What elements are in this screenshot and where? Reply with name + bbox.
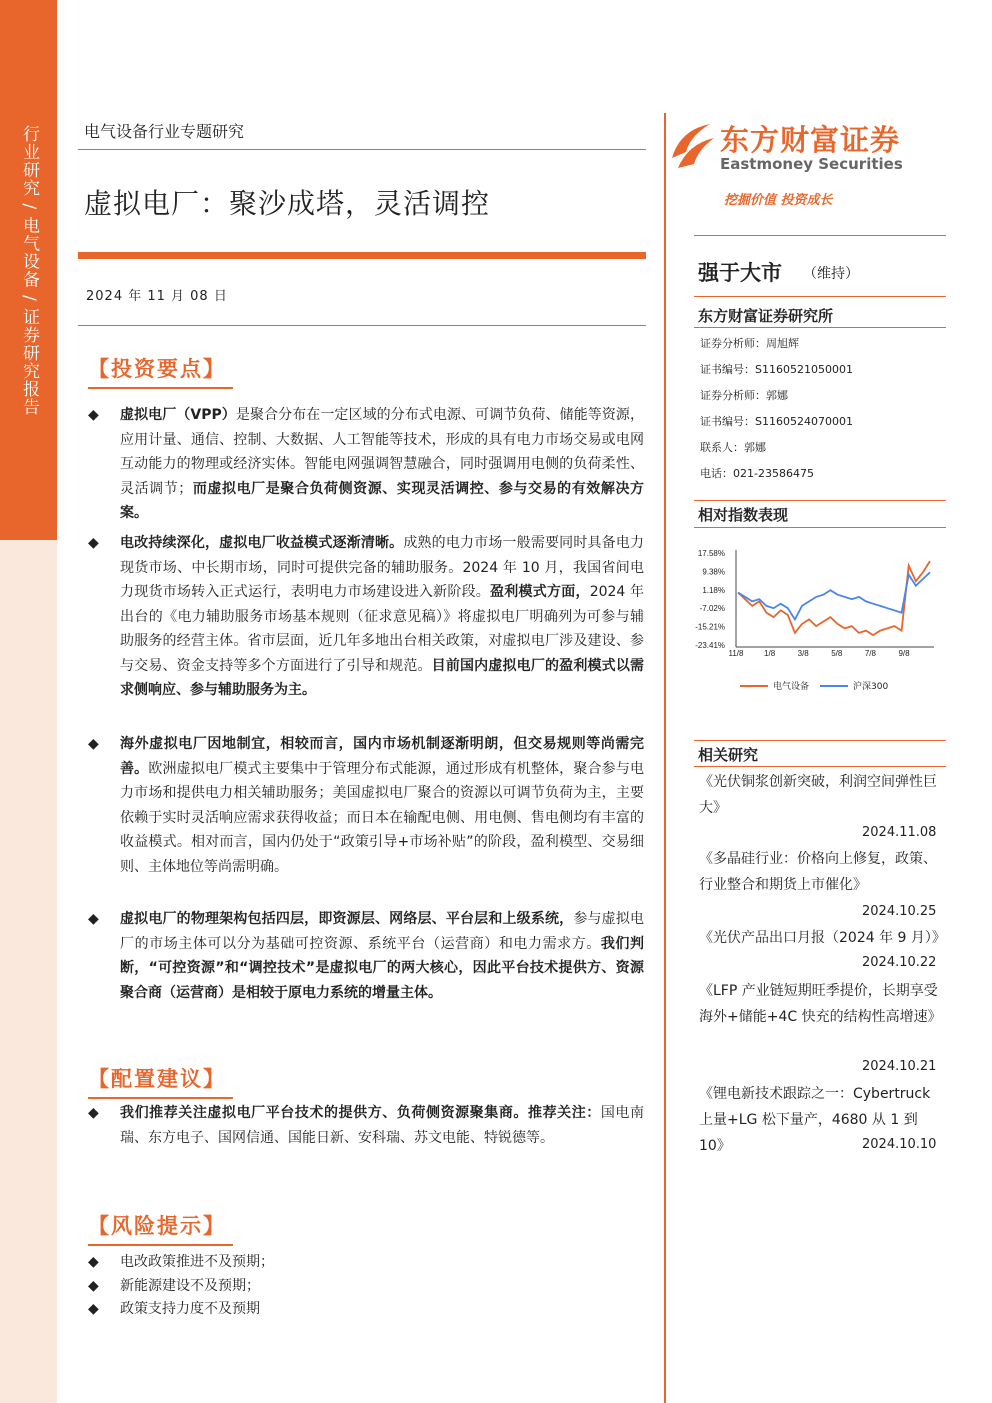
- analyst-line: 联系人：郭娜: [700, 441, 766, 454]
- section-invest-heading: 【投资要点】: [88, 353, 226, 383]
- x-tick-label: 1/8: [764, 649, 776, 658]
- bullet-bold: 电改持续深化，虚拟电厂收益模式逐渐清晰。: [120, 535, 404, 551]
- diamond-icon: ◆: [88, 1278, 99, 1294]
- report-type: 电气设备行业专题研究: [84, 122, 245, 141]
- diamond-icon: ◆: [88, 535, 99, 551]
- perf-rule: [694, 500, 946, 501]
- related-report-date: 2024.10.10: [862, 1137, 937, 1152]
- y-tick-label: 9.38%: [702, 567, 725, 577]
- related-rule: [694, 740, 946, 741]
- related-report-title[interactable]: 《LFP 产业链短期旺季提价，长期享受海外+储能+4C 快充的结构性高增速》: [699, 983, 942, 1025]
- performance-chart: [688, 545, 944, 695]
- related-report-title[interactable]: 《光伏产品出口月报（2024 年 9 月）》: [699, 930, 946, 946]
- risk-item: ◆ 电改政策推进不及预期；: [88, 1250, 644, 1275]
- bullet-text: 国电南瑞、东方电子、国网信通、国能日新、安科瑞、苏文电能、特锐德等。: [120, 1105, 645, 1146]
- brand-mark-icon: [668, 118, 718, 180]
- y-tick-label: 17.58%: [697, 549, 725, 558]
- x-tick-label: 7/8: [864, 649, 876, 658]
- bullet-text: 2024 年出台的《电力辅助服务市场基本规则（征求意见稿）》将虚拟电厂明确列为可参与辅助服务的经营主体。省市层面，近几年多地出台相关政策，对虚拟电厂涉及建设、参与交易、资金支持等多个方面进行了引导和规范。: [120, 584, 644, 674]
- related-report-date: 2024.10.22: [862, 955, 937, 970]
- brand-slogan: 挖掘价值 投资成长: [724, 193, 833, 208]
- legend-label: 电气设备: [773, 682, 810, 692]
- bullet-item: [88, 531, 644, 703]
- related-report-title[interactable]: 《锂电新技术跟踪之一：Cybertruck 上量+LG 松下量产，4680 从 1 到 10》: [699, 1086, 931, 1154]
- analyst-line: 证书编号：S1160521050001: [700, 363, 853, 376]
- y-tick-label: 1.18%: [702, 585, 725, 595]
- brand-name-cn: 东方财富证券: [720, 123, 901, 157]
- y-tick-label: -15.21%: [695, 622, 725, 632]
- bullet-bold: 目前国内虚拟电厂的盈利模式以需求侧响应、参与辅助服务为主。: [120, 657, 645, 698]
- related-heading: 相关研究: [698, 746, 759, 764]
- rating-status: （维持）: [803, 266, 859, 282]
- sidebar-label: 行业研究 / 电气设备 / 证券研究报告: [19, 125, 39, 417]
- analyst-line: 证券分析师：周旭辉: [700, 337, 799, 350]
- x-tick-label: 5/8: [831, 649, 843, 658]
- brand-logo: [668, 118, 918, 180]
- column-divider: [664, 113, 666, 1403]
- bullet-bold: 海外虚拟电厂因地制宜，相较而言，国内市场机制逐渐明朗，但交易规则等尚需完善。: [120, 736, 644, 777]
- perf-heading: 相对指数表现: [698, 506, 789, 524]
- rating-bottom-rule: [694, 296, 946, 297]
- bullet-text: 是聚合分布在一定区域的分布式电源、可调节负荷、储能等资源，应用计量、通信、控制、大数据、人工智能等技术，形成的具有电力市场交易或电网互动能力的物理或经济实体。智能电网强调智慧融合，同时强调用电侧的负荷柔性、灵活调节；: [120, 407, 645, 497]
- bullet-bold: 我们推荐关注虚拟电厂平台技术的提供方、负荷侧资源聚集商。推荐关注：: [120, 1105, 601, 1121]
- page-title: 虚拟电厂：聚沙成塔，灵活调控: [84, 187, 491, 220]
- bullet-text: 欧洲虚拟电厂模式主要集中于管理分布式能源，通过形成有机整体，聚合参与电力市场和提供电力相关辅助服务；美国虚拟电厂聚合的资源以可调节负荷为主，主要依赖于实时灵活响应需求获得收益；而日本在输配电侧、用电侧、售电侧均有丰富的收益模式。相对而言，国内仍处于“政策引导+市场补贴”的阶段，盈利模型、交易细则、主体地位等尚需明确。: [120, 760, 645, 875]
- risk-item: ◆ 政策支持力度不及预期: [88, 1297, 644, 1322]
- bullet-text: 成熟的电力市场一般需要同时具备电力现货市场、中长期市场，同时可提供完备的辅助服务。2024 年 10 月，我国省间电力现货市场转入正式运行，表明电力市场建设进入新阶段。: [120, 535, 645, 600]
- bullet-item: [88, 907, 644, 1005]
- bullet-bold: 虚拟电厂的物理架构包括四层，即资源层、网络层、平台层和上级系统，: [120, 911, 574, 927]
- related-report-date: 2024.10.21: [862, 1059, 937, 1074]
- section-config-heading: 【配置建议】: [88, 1063, 226, 1093]
- sidebar: [0, 0, 57, 1403]
- y-tick-label: -23.41%: [695, 641, 725, 650]
- section-risk-heading: 【风险提示】: [88, 1210, 226, 1240]
- rating-rule: [694, 235, 946, 236]
- x-tick-label: 3/8: [797, 649, 809, 658]
- diamond-icon: ◆: [88, 736, 99, 752]
- report-date: 2024 年 11 月 08 日: [86, 289, 228, 304]
- bullet-item: [88, 1101, 644, 1150]
- diamond-icon: ◆: [88, 1301, 99, 1317]
- related-report-date: 2024.10.25: [862, 904, 937, 919]
- brand-name-en: Eastmoney Securities: [720, 155, 903, 173]
- rating-label: 强于大市: [698, 261, 782, 285]
- diamond-icon: ◆: [88, 1254, 99, 1270]
- date-rule: [78, 325, 646, 326]
- risk-item: ◆ 新能源建设不及预期；: [88, 1274, 644, 1299]
- x-tick-label: 11/8: [728, 649, 744, 658]
- analyst-line: 证券分析师：郭娜: [700, 389, 788, 402]
- related-report-title[interactable]: 《多晶硅行业：价格向上修复，政策、行业整合和期货上市催化》: [699, 851, 937, 893]
- bullet-item: [88, 403, 644, 526]
- related-rule-bottom: [694, 766, 946, 767]
- x-tick-label: 9/8: [898, 649, 910, 658]
- header-rule: [78, 149, 646, 150]
- analyst-line: 电话：021-23586475: [700, 467, 814, 480]
- institute-name: 东方财富证券研究所: [698, 307, 834, 325]
- diamond-icon: ◆: [88, 911, 99, 927]
- bullet-item: [88, 732, 644, 879]
- legend-label: 沪深300: [853, 682, 889, 692]
- bullet-bold: 而虚拟电厂是聚合负荷侧资源、实现灵活调控、参与交易的有效解决方案。: [120, 480, 645, 521]
- perf-rule-bottom: [694, 527, 946, 528]
- bullet-text: 参与虚拟电厂的市场主体可以分为基础可控资源、系统平台（运营商）和电力需求方。: [120, 911, 645, 952]
- bullet-bold: 我们判断，“可控资源”和“调控技术”是虚拟电厂的两大核心，因此平台技术提供方、资源聚合商（运营商）是相较于原电力系统的增量主体。: [120, 935, 645, 1001]
- diamond-icon: ◆: [88, 1105, 99, 1121]
- analyst-line: 证书编号：S1160524070001: [700, 415, 853, 428]
- title-rule: [78, 252, 646, 259]
- institute-rule: [694, 327, 946, 328]
- series-line-1: [738, 561, 930, 635]
- related-report-title[interactable]: 《光伏铜浆创新突破，利润空间弹性巨大》: [699, 774, 937, 816]
- y-tick-label: -7.02%: [699, 604, 725, 614]
- bullet-bold: 盈利模式方面，: [490, 584, 590, 600]
- related-report-date: 2024.11.08: [862, 825, 937, 840]
- diamond-icon: ◆: [88, 407, 99, 423]
- bullet-bold: 虚拟电厂（VPP）: [120, 407, 236, 423]
